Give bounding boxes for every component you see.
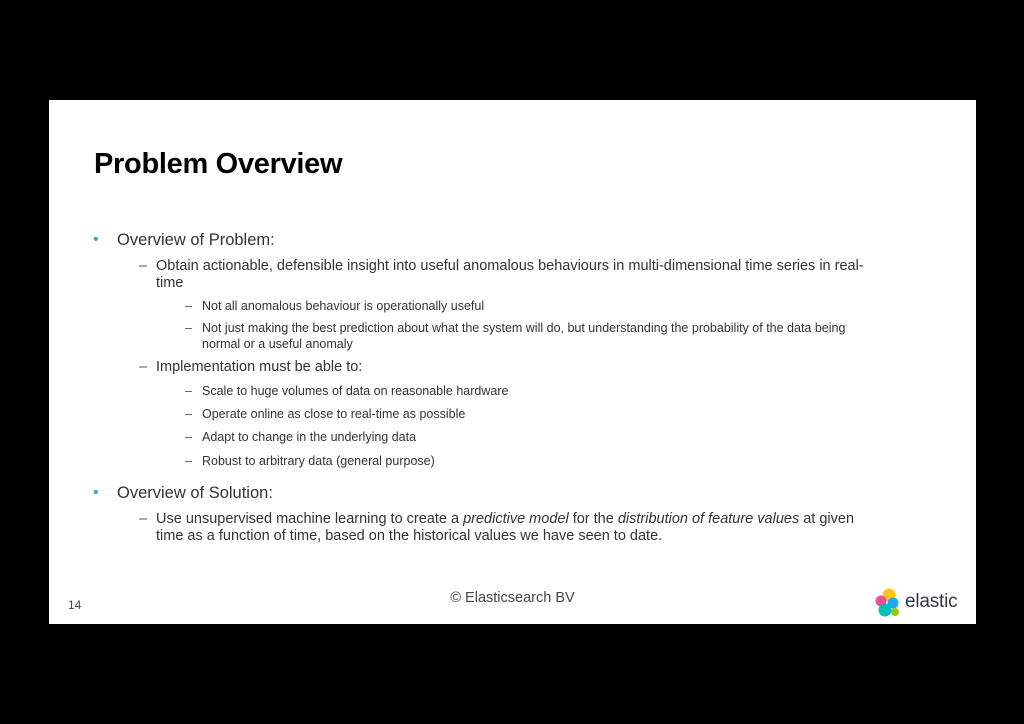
bullet-dot: • — [93, 231, 99, 248]
sub-list-item-text: Robust to arbitrary data (general purpose) — [202, 454, 435, 468]
sub-list-item-text: Operate online as close to real-time as possible — [202, 407, 466, 421]
list-item — [139, 511, 869, 545]
list-item-text: Obtain actionable, defensible insight into useful anomalous behaviours in multi-dimensional time series in real-time — [156, 258, 864, 291]
sub-list-item — [185, 453, 885, 469]
section-heading-text: Overview of Solution: — [117, 484, 273, 502]
sub-list-item — [185, 320, 885, 352]
bullet-dot: • — [93, 484, 99, 501]
sub-list-item-text: Adapt to change in the underlying data — [202, 430, 417, 444]
sub-list-item — [185, 406, 885, 422]
sub-list-item-text: Scale to huge volumes of data on reasonable hardware — [202, 384, 509, 398]
bullet-dash: – — [139, 258, 148, 274]
slide — [49, 100, 976, 624]
section-heading-text: Overview of Problem: — [117, 231, 275, 249]
emphasis-distribution: distribution of feature values — [617, 511, 800, 527]
bullet-dash: – — [185, 454, 192, 468]
footer-copyright: © Elasticsearch BV — [450, 590, 575, 606]
emphasis-predictive-model: predictive model — [463, 511, 569, 527]
bullet-dash: – — [185, 299, 192, 313]
bullet-dash: – — [185, 430, 192, 444]
list-item-text: Implementation must be able to: — [156, 359, 363, 375]
sub-list-item — [185, 298, 885, 314]
list-item — [139, 359, 879, 376]
section-heading-solution — [93, 484, 273, 503]
elastic-logo — [875, 588, 965, 618]
list-item-text: Use unsupervised machine learning to create a predictive model for the distribution of feature values at given time as a function of time, based on the historical values we have seen to date. — [156, 511, 855, 544]
elastic-logo-icon — [875, 588, 903, 618]
slide-title: Problem Overview — [94, 148, 343, 180]
bullet-dash: – — [185, 321, 192, 335]
sub-list-item — [185, 429, 885, 445]
bullet-dash: – — [139, 511, 148, 527]
sub-list-item-text: Not all anomalous behaviour is operationally useful — [202, 299, 485, 313]
page-number: 14 — [68, 598, 82, 612]
bullet-dash: – — [185, 407, 192, 421]
bullet-dash: – — [139, 359, 148, 375]
section-heading-problem — [93, 231, 275, 250]
sub-list-item — [185, 383, 885, 399]
logo-wordmark: elastic — [905, 591, 958, 612]
bullet-dash: – — [185, 384, 192, 398]
list-item — [139, 258, 879, 292]
sub-list-item-text: Not just making the best prediction about what the system will do, but understanding the probability of the data being normal or a useful anomaly — [202, 321, 846, 351]
